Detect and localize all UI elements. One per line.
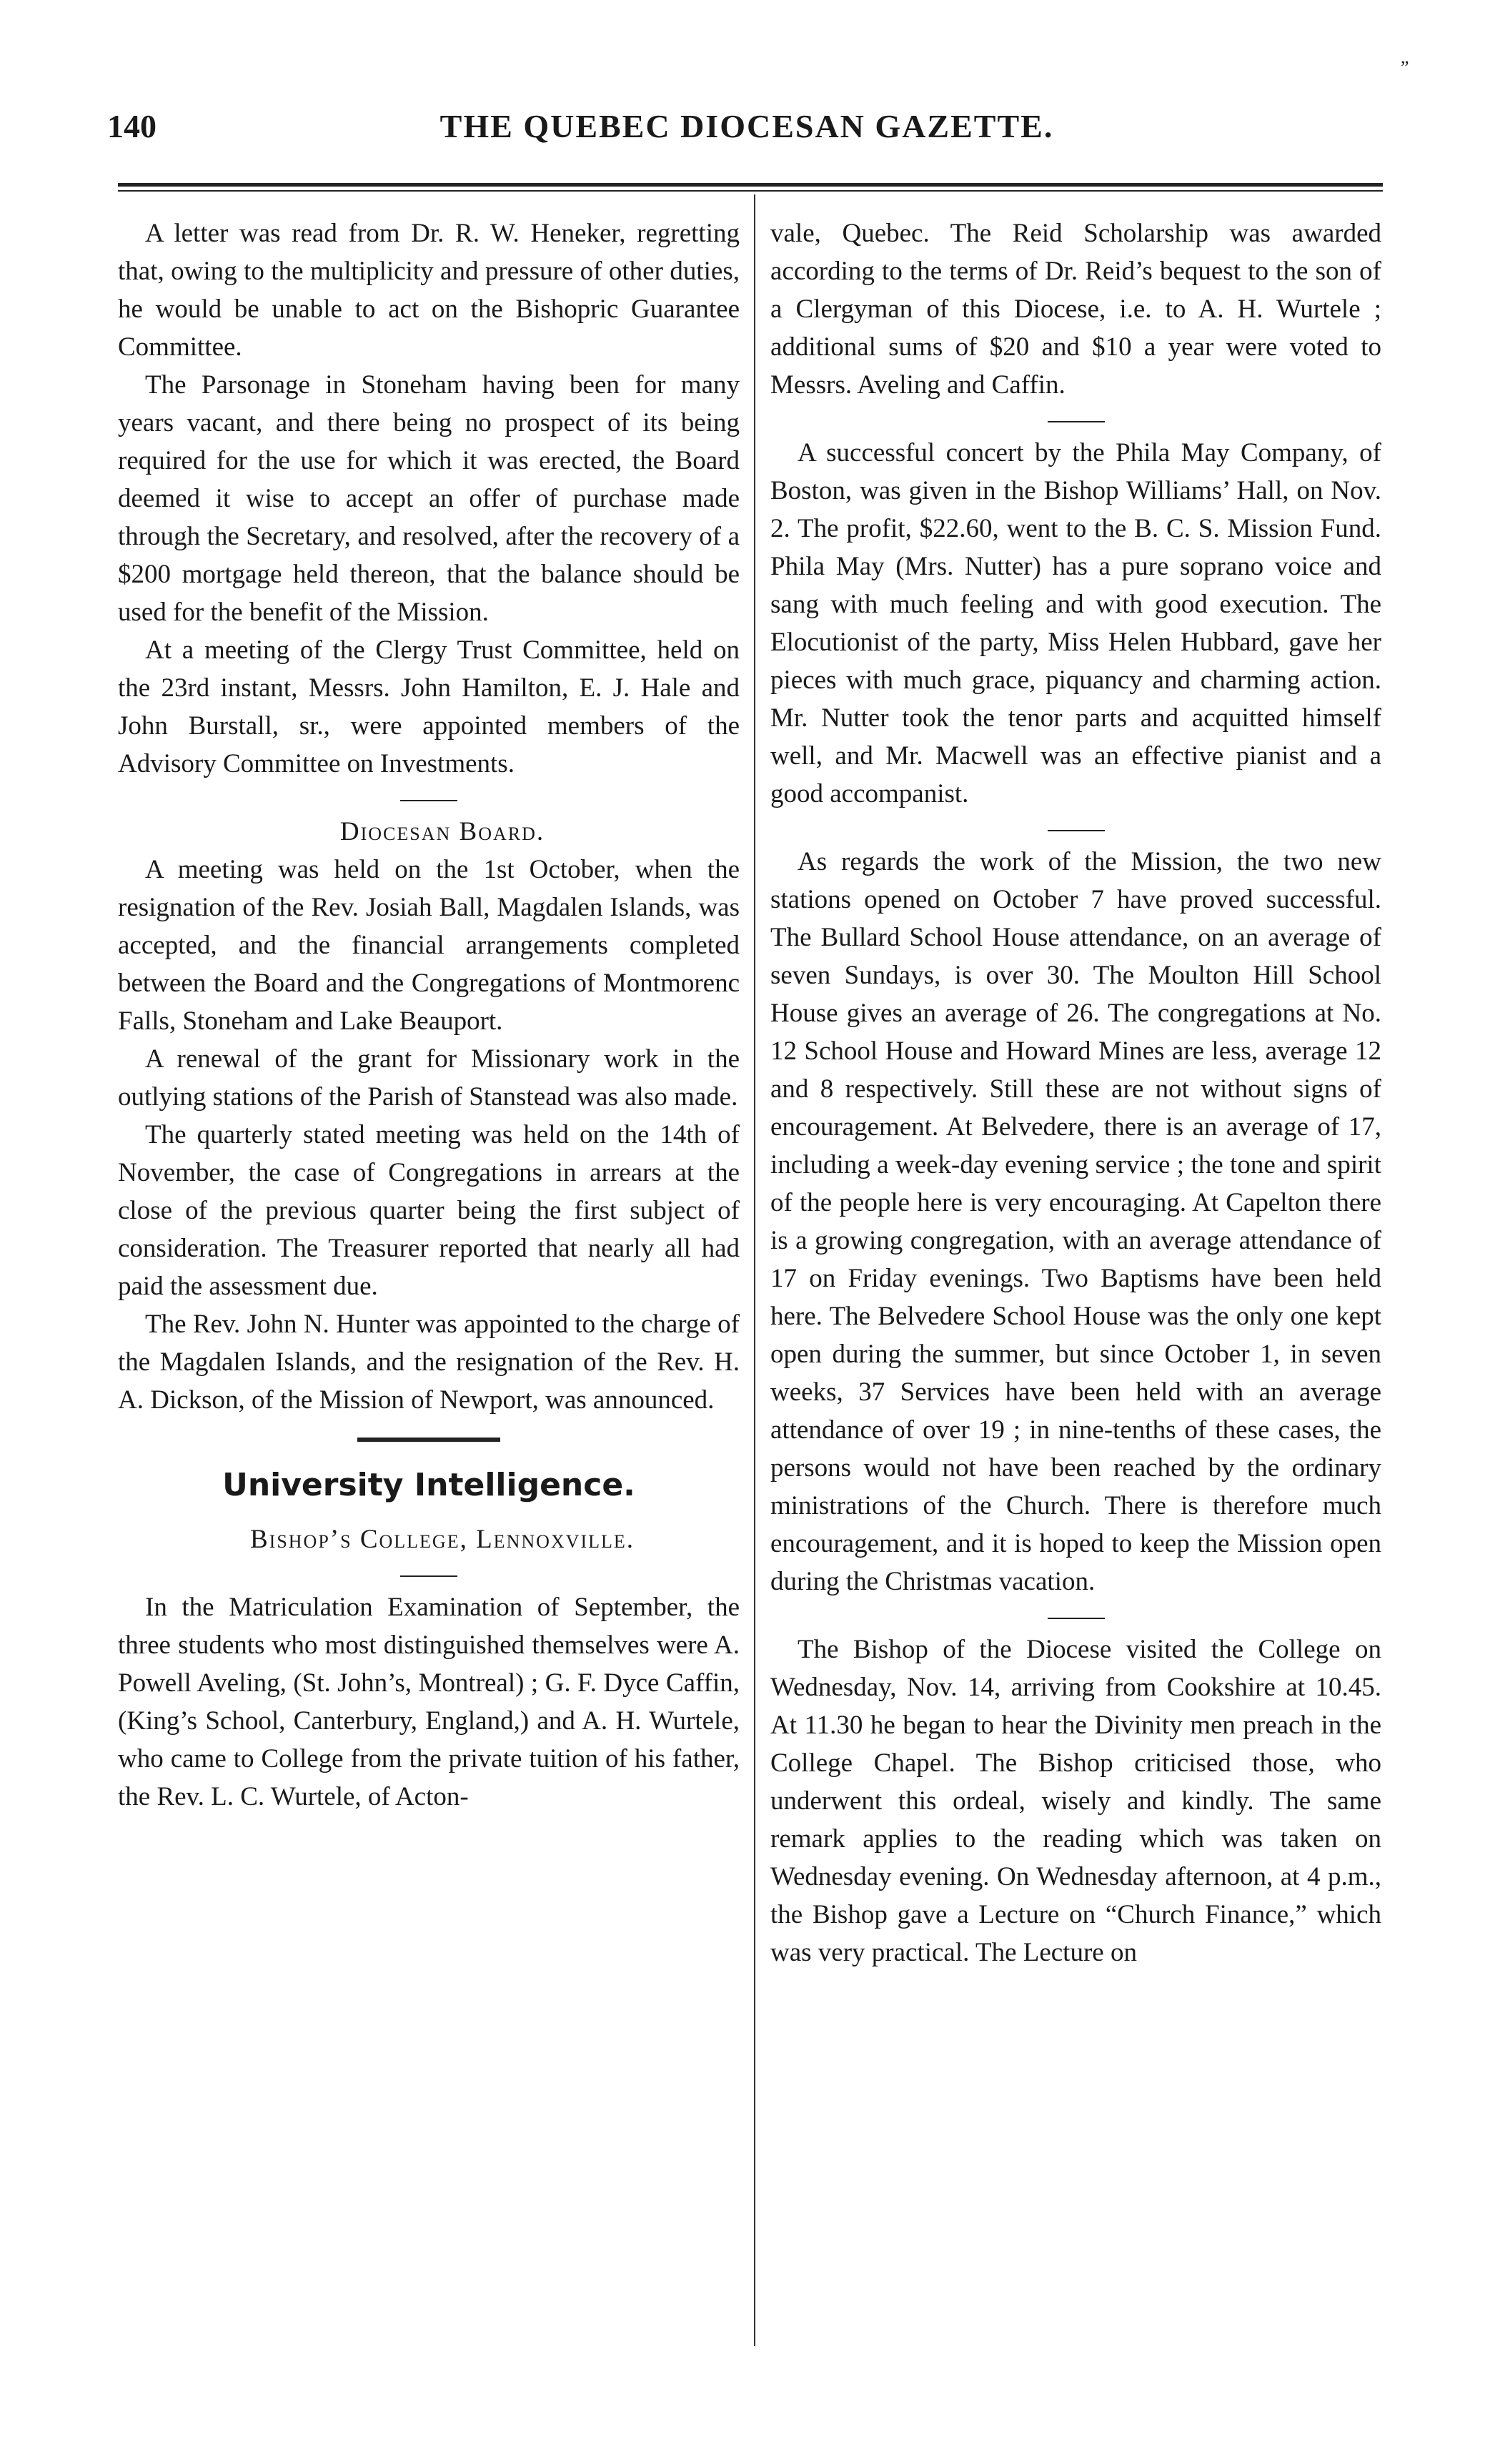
paragraph-bishop-visit: The Bishop of the Diocese visited the College on Wednesday, Nov. 14, arriving from Cookshire at 10.45. At 11.30 he began to hear the Divinity men preach in the College Chapel. The Bishop criticised those, who underwent this ordeal, wisely and kindly. The same remark applies to the reading which was taken on Wednesday evening. On Wednesday afternoon, at 4 p.m., the Bishop gave a Lecture on “Church Finance,” which was very practical. The Lecture on — [770, 1635, 1381, 1967]
header-rule-thin — [118, 190, 1383, 192]
right-column — [770, 214, 1381, 1971]
section-separator — [400, 800, 457, 801]
section-separator — [1048, 421, 1105, 422]
subhead-diocesan-board: Diocesan Board. — [339, 817, 545, 846]
paragraph-hunter-appointment: The Rev. John N. Hunter was appointed to the charge of the Magdalen Islands, and the resignation of the Rev. H. A. Dickson, of the Mission of Newport, was announced. — [118, 1310, 740, 1415]
paragraph-matriculation: In the Matriculation Examination of September, the three students who most distinguished themselves were A. Powell Aveling, (St. John’s, Montreal) ; G. F. Dyce Caffin, (King’s School, Canterbury, England,) and A. H. Wurtele, who came to College from the private tuition of his father, the Rev. L. C. Wurtele, of Acton- — [118, 1593, 740, 1811]
paragraph-quarterly-meeting: The quarterly stated meeting was held on the 14th of November, the case of Congregations in arrears at the close of the previous quarter being the first subject of consideration. The Treasurer reported that nearly all had paid the assessment due. — [118, 1120, 740, 1301]
paragraph-phila-may-concert: A successful concert by the Phila May Company, of Boston, was given in the Bishop Williams’ Hall, on Nov. 2. The profit, $22.60, went to the B. C. S. Mission Fund. Phila May (Mrs. Nutter) has a pure soprano voice and sang with much feeling and with good execution. The Elocutionist of the party, Miss Helen Hubbard, gave her pieces with much grace, piquancy and charming action. Mr. Nutter took the tenor parts and acquitted himself well, and Mr. Macwell was an effective pianist and a good accompanist. — [770, 438, 1381, 808]
paragraph-stanstead-grant: A renewal of the grant for Missionary work in the outlying stations of the Parish of Stanstead was also made. — [118, 1044, 740, 1112]
section-break-rule — [357, 1438, 500, 1442]
paragraph-mission-work: As regards the work of the Mission, the two new stations opened on October 7 have proved successful. The Bullard School House attendance, on an average of seven Sundays, is over 30. The Moulton Hill School House gives an average of 26. The congregations at No. 12 School House and Howard Mines are less, average 12 and 8 respectively. Still these are not without signs of encouragement. At Belvedere, there is an average of 17, including a week-day evening service ; the tone and spirit of the people here is very encouraging. At Capelton there is a growing congregation, with an average attendance of 17 on Friday evenings. Two Baptisms have been held here. The Belvedere School House was the only one kept open during the summer, but since October 1, in seven weeks, 37 Services have been held with an average attendance of over 19 ; in nine-tenths of these cases, the persons would not have been reached by the ordinary ministrations of the Church. There is therefore much encouragement, and it is hoped to keep the Mission open during the Christmas vacation. — [770, 847, 1381, 1596]
running-title: THE QUEBEC DIOCESAN GAZETTE. — [439, 108, 1054, 144]
section-separator — [1048, 1618, 1105, 1619]
paragraph-october-meeting: A meeting was held on the 1st October, when the resignation of the Rev. Josiah Ball, Magdalen Islands, was accepted, and the financial arrangements completed between the Board and the Congregations of Montmorenc Falls, Stoneham and Lake Beauport. — [118, 855, 740, 1036]
column-divider — [754, 194, 755, 2346]
paragraph-reid-scholarship: vale, Quebec. The Reid Scholarship was awarded according to the terms of Dr. Reid’s bequest to the son of a Clergyman of this Diocese, i.e. to A. H. Wurtele ; additional sums of $20 and $10 a year were voted to Messrs. Aveling and Caffin. — [770, 219, 1381, 400]
section-separator — [400, 1575, 457, 1577]
left-column — [118, 214, 740, 1816]
paragraph-stoneham-parsonage: The Parsonage in Stoneham having been for many years vacant, and there being no prospect of its being required for the use for which it was erected, the Board deemed it wise to accept an offer of purchase made through the Secretary, and resolved, after the recovery of a $200 mortgage held thereon, that the balance should be used for the benefit of the Mission. — [118, 370, 740, 627]
corner-mark: ” — [1401, 57, 1409, 78]
section-title-university: University Intelligence. — [222, 1467, 635, 1503]
paragraph-clergy-trust: At a meeting of the Clergy Trust Committee, held on the 23rd instant, Messrs. John Hamilton, E. J. Hale and John Burstall, sr., were appointed members of the Advisory Committee on Investments. — [118, 635, 740, 778]
section-separator — [1048, 830, 1105, 831]
header-rule-thick — [118, 183, 1383, 187]
page-header — [107, 107, 1386, 157]
subhead-bishops-college: Bishop’s College, Lennoxville. — [249, 1525, 635, 1554]
page-number: 140 — [107, 108, 157, 144]
paragraph-heneker-letter: A letter was read from Dr. R. W. Heneker, regretting that, owing to the multiplicity and pressure of other duties, he would be unable to act on the Bishopric Guarantee Committee. — [118, 219, 740, 362]
